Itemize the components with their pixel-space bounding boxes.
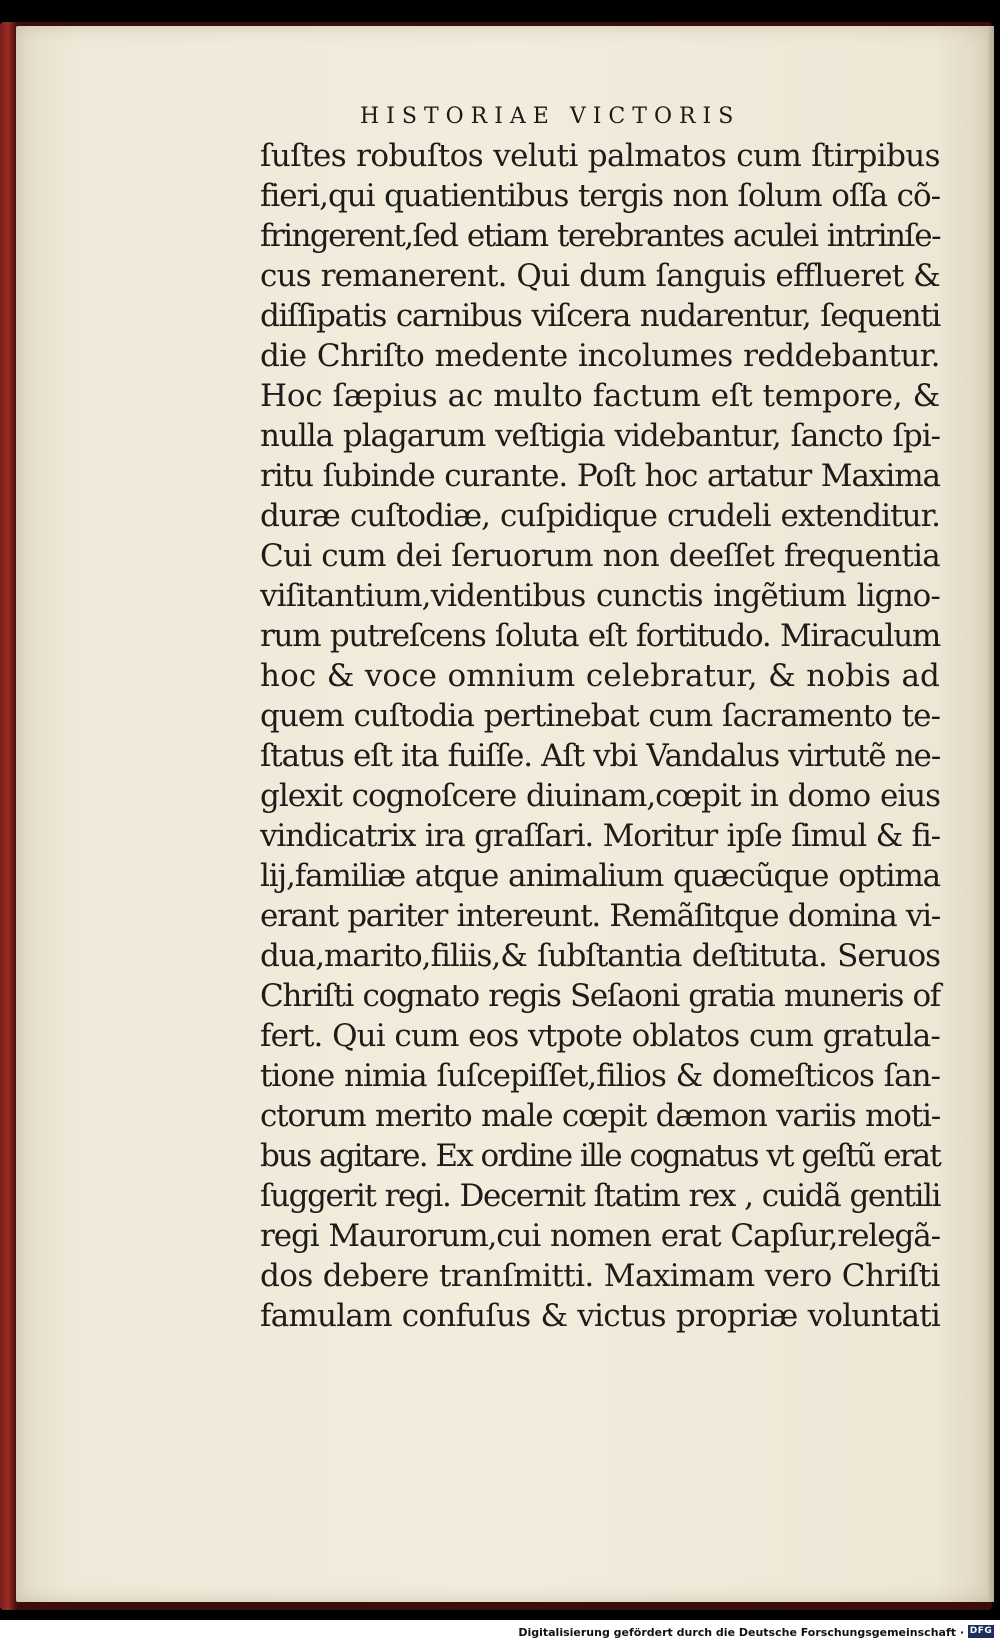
text-line: lij,familiæ atque animalium quæcũque optima	[260, 858, 940, 894]
page-edge	[988, 26, 994, 1602]
text-line: famulam confuſus & victus propriæ voluntati	[260, 1298, 940, 1334]
text-line: Hoc ſæpius ac multo factum eſt tempore, &	[260, 378, 940, 414]
text-line: ctorum merito male cœpit dæmon variis moti-	[260, 1098, 940, 1134]
text-line: duræ cuſtodiæ, cuſpidique crudeli extenditur.	[260, 498, 940, 534]
running-head: HISTORIAE VICTORIS	[360, 104, 741, 129]
text-line: ritu ſubinde curante. Poſt hoc artatur Maxima	[260, 458, 940, 494]
text-line: fieri,qui quatientibus tergis non ſolum oſſa cõ-	[260, 178, 940, 214]
text-line: cus remanerent. Qui dum ſanguis efflueret &	[260, 258, 940, 294]
text-line: Chriſti cognato regis Seſaoni gratia muneris of	[260, 978, 940, 1014]
text-line: erant pariter intereunt. Remãſitque domina vi-	[260, 898, 940, 934]
text-line: ſuggerit regi. Decernit ſtatim rex , cuidã gentili	[260, 1178, 940, 1214]
text-line: nulla plagarum veſtigia videbantur, ſancto ſpi-	[260, 418, 940, 454]
text-line: ſtatus eſt ita fuiſſe. Aſt vbi Vandalus virtutẽ ne-	[260, 738, 940, 774]
text-line: fert. Qui cum eos vtpote oblatos cum gratula-	[260, 1018, 940, 1054]
text-line: glexit cognoſcere diuinam,cœpit in domo eius	[260, 778, 940, 814]
text-line: Cui cum dei ſeruorum non deeſſet frequentia	[260, 538, 940, 574]
text-line: dua,marito,filiis,& ſubſtantia deſtituta. Seruos	[260, 938, 940, 974]
text-line: diſſipatis carnibus viſcera nudarentur, ſequenti	[260, 298, 940, 334]
funding-credit: Digitalisierung gefördert durch die Deutsche Forschungsgemeinschaft ·	[518, 1626, 964, 1639]
text-line: die Chriſto medente incolumes reddebantur.	[260, 338, 940, 374]
text-line: dos debere tranſmitti. Maximam vero Chriſti	[260, 1258, 940, 1294]
dfg-logo: DFG	[969, 1626, 993, 1636]
text-line: hoc & voce omnium celebratur, & nobis ad	[260, 658, 940, 694]
text-line: bus agitare. Ex ordine ille cognatus vt geſtũ erat	[260, 1138, 940, 1174]
body-text	[260, 136, 940, 1336]
text-line: regi Maurorum,cui nomen erat Capſur,relegã-	[260, 1218, 940, 1254]
text-line: ſuſtes robuſtos veluti palmatos cum ſtirpibus	[260, 138, 940, 174]
text-line: viſitantium,videntibus cunctis ingẽtium ligno-	[260, 578, 940, 614]
text-line: vindicatrix ira graſſari. Moritur ipſe ſimul & fi-	[260, 818, 940, 854]
text-line: rum putreſcens ſoluta eſt fortitudo. Miraculum	[260, 618, 940, 654]
text-line: quem cuſtodia pertinebat cum ſacramento te-	[260, 698, 940, 734]
text-line: tione nimia ſuſcepiſſet,filios & domeſticos ſan-	[260, 1058, 940, 1094]
text-line: fringerent,ſed etiam terebrantes aculei intrinſe-	[260, 218, 940, 254]
